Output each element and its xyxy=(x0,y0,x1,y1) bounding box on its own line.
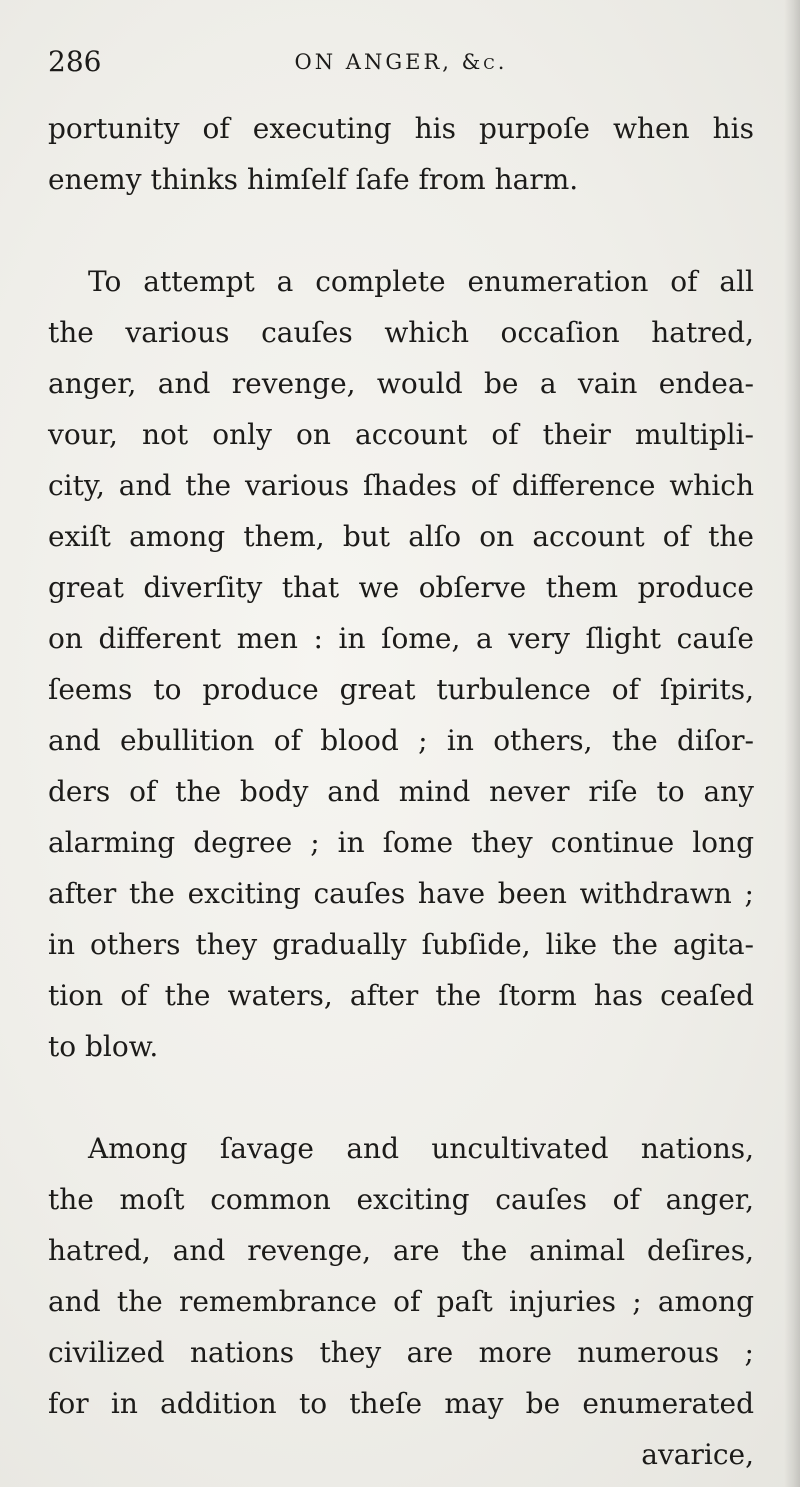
text-line: ſeems to produce great turbulence of ſpirits, xyxy=(48,673,754,706)
paragraph-gap xyxy=(48,1072,754,1123)
paragraph-gap xyxy=(48,205,754,256)
text-line: on different men : in ſome, a very ſlight cauſe xyxy=(48,622,754,655)
running-title: ON ANGER, &c. xyxy=(294,50,508,74)
text-line: To attempt a complete enumeration of all xyxy=(88,265,754,298)
text-line: city, and the various ſhades of difference which xyxy=(48,469,754,502)
text-line: in others they gradually ſubſide, like the agita- xyxy=(48,928,754,961)
page-number: 286 xyxy=(48,45,102,78)
catchword: avarice, xyxy=(641,1438,754,1471)
text-line: alarming degree ; in ſome they continue long xyxy=(48,826,754,859)
text-line: the various cauſes which occaſion hatred, xyxy=(48,316,754,349)
text-line: hatred, and revenge, are the animal deſires, xyxy=(48,1234,754,1267)
text-line: exiſt among them, but alſo on account of the xyxy=(48,520,754,553)
paragraph-2 xyxy=(48,256,754,1072)
text-line: great diverſity that we obſerve them produce xyxy=(48,571,754,604)
text-line: portunity of executing his purpoſe when his xyxy=(48,112,754,145)
text-line: vour, not only on account of their multipli- xyxy=(48,418,754,451)
text-line: anger, and revenge, would be a vain endea- xyxy=(48,367,754,400)
text-line: tion of the waters, after the ſtorm has ceaſed xyxy=(48,979,754,1012)
text-line: for in addition to theſe may be enumerated xyxy=(48,1387,754,1420)
running-head xyxy=(48,42,754,82)
text-line: enemy thinks himſelf ſafe from harm. xyxy=(48,163,579,196)
paragraph-3 xyxy=(48,1123,754,1429)
text-line: after the exciting cauſes have been withdrawn ; xyxy=(48,877,754,910)
body-text xyxy=(48,103,754,1480)
text-line: and ebullition of blood ; in others, the diſor- xyxy=(48,724,754,757)
text-line: and the remembrance of paſt injuries ; among xyxy=(48,1285,754,1318)
text-line: civilized nations they are more numerous ; xyxy=(48,1336,754,1369)
text-line: ders of the body and mind never riſe to any xyxy=(48,775,754,808)
paragraph-1 xyxy=(48,103,754,205)
text-line: to blow. xyxy=(48,1030,159,1063)
text-line: the moſt common exciting cauſes of anger, xyxy=(48,1183,754,1216)
text-line: Among ſavage and uncultivated nations, xyxy=(88,1132,754,1165)
